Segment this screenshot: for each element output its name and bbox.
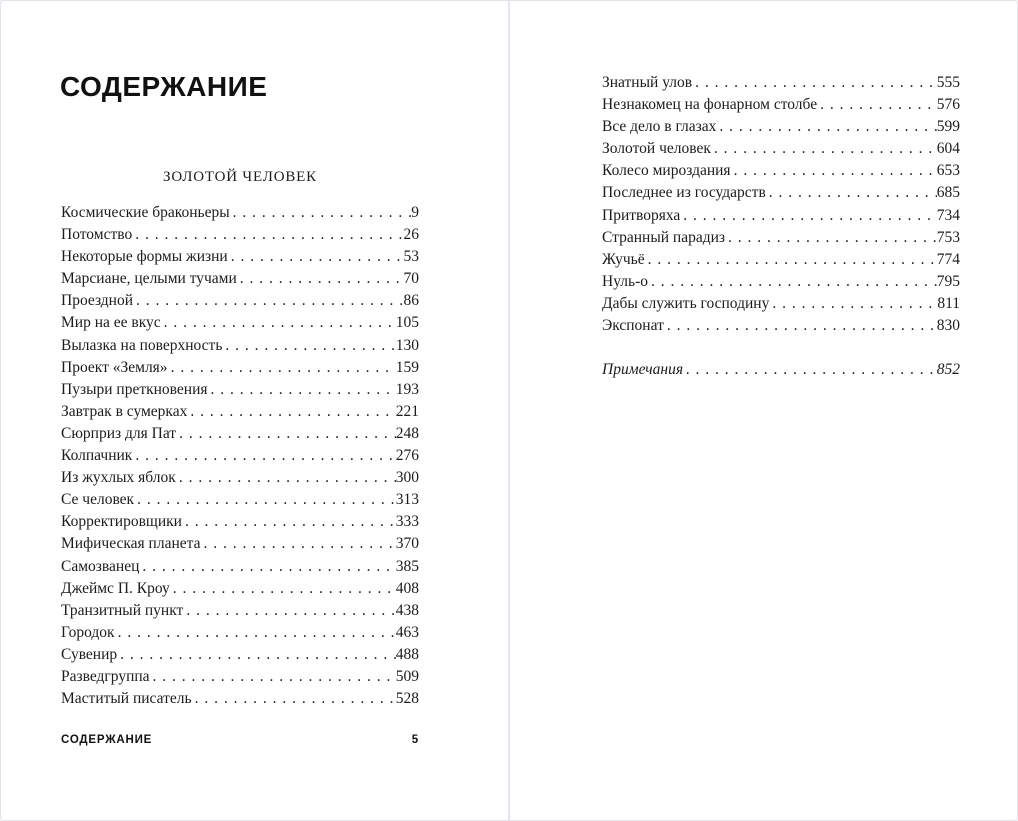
toc-entry-page: 774 (936, 250, 960, 268)
toc-entry-page: 753 (936, 228, 960, 246)
toc-entry (602, 184, 960, 206)
toc-entry-page: 53 (403, 248, 419, 266)
toc-entry-title: Из жухлых яблок (61, 469, 176, 487)
dot-leader (186, 602, 395, 620)
dot-leader (820, 96, 937, 114)
toc-entry-page: 509 (395, 667, 419, 685)
toc-entry-page: 370 (395, 535, 419, 553)
toc-entry-page: 604 (936, 140, 960, 158)
toc-entry (602, 74, 960, 96)
toc-entry (602, 140, 960, 162)
toc-entry-page: 105 (395, 314, 419, 332)
dot-leader (135, 447, 395, 465)
toc-entry-page: 830 (936, 317, 960, 335)
toc-entry-page: 248 (395, 424, 419, 442)
toc-entry (602, 273, 960, 295)
toc-entry (602, 229, 960, 251)
toc-entry (61, 292, 419, 314)
toc-entry-page: 9 (411, 204, 419, 221)
toc-entry (61, 535, 419, 557)
dot-leader (135, 226, 403, 244)
toc-entry-page: 528 (395, 690, 419, 708)
toc-entry (61, 447, 419, 469)
toc-entry (61, 580, 419, 602)
toc-entry-page: 86 (403, 292, 419, 310)
toc-entry (602, 118, 960, 140)
toc-entry-page: 276 (395, 447, 419, 465)
toc-entry-title: Сюрприз для Пат (61, 424, 177, 442)
toc-entry-title: Экспонат (602, 317, 664, 335)
dot-leader (225, 337, 395, 355)
dot-leader (719, 118, 936, 136)
toc-entry (61, 381, 419, 403)
toc-entry (61, 248, 419, 270)
toc-entry (61, 270, 419, 292)
toc-entry-title: Колпачник (61, 447, 133, 465)
toc-entry-title: Знатный улов (602, 74, 693, 91)
dot-leader (648, 251, 937, 269)
toc-entry-title: Примечания (602, 361, 684, 379)
toc-entry (61, 425, 419, 447)
toc-entry-title: Проект «Земля» (61, 358, 168, 376)
toc-entry-page: 811 (937, 294, 960, 312)
toc-entry-page: 385 (395, 557, 419, 575)
toc-entry-title: Завтрак в сумерках (61, 402, 188, 420)
toc-entry-page: 221 (395, 402, 419, 420)
toc-entry-page: 599 (936, 118, 960, 136)
toc-entry (61, 558, 419, 580)
dot-leader (164, 314, 396, 332)
toc-entry (61, 337, 419, 359)
toc-entry-title: Мифическая планета (61, 535, 201, 553)
toc-entry-title: Се человек (61, 491, 135, 509)
toc-entry-page: 576 (936, 96, 960, 114)
toc-entry-title: Проездной (61, 292, 134, 310)
toc-entry-page: 26 (403, 226, 419, 244)
toc-entry-title: Пузыри преткновения (61, 380, 208, 398)
dot-leader (667, 317, 937, 335)
dot-leader (769, 184, 937, 202)
toc-entry-page: 685 (936, 184, 960, 202)
dot-leader (173, 580, 396, 598)
footer-running-title: СОДЕРЖАНИЕ (61, 734, 153, 746)
toc-entry-title: Потомство (61, 226, 133, 244)
toc-list-right (602, 74, 960, 383)
toc-entry-page: 555 (936, 74, 960, 91)
toc-entry (61, 226, 419, 248)
toc-entry (61, 646, 419, 668)
toc-entry-title: Космические браконьеры (61, 204, 230, 221)
dot-leader (728, 229, 937, 247)
toc-entry-page: 313 (395, 491, 419, 509)
toc-entry-title: Все дело в глазах (602, 118, 717, 136)
dot-leader (734, 162, 937, 180)
dot-leader (772, 295, 937, 313)
dot-leader (195, 690, 396, 708)
toc-entry (61, 602, 419, 624)
page-right (510, 1, 1018, 820)
dot-leader (179, 425, 396, 443)
section-title: ЗОЛОТОЙ ЧЕЛОВЕК (163, 169, 317, 185)
toc-entry-title: Золотой человек (602, 140, 711, 158)
toc-entry-title: Притворяха (602, 206, 681, 224)
toc-entry (602, 361, 960, 383)
toc-entry (61, 690, 419, 712)
toc-entry (61, 513, 419, 535)
toc-entry-page: 734 (936, 206, 960, 224)
toc-entry-title: Незнакомец на фонарном столбе (602, 96, 818, 114)
toc-entry (602, 317, 960, 339)
toc-entry-title: Разведгруппа (61, 667, 150, 685)
toc-entry-title: Дабы служить господину (602, 294, 770, 312)
toc-entry (61, 314, 419, 336)
toc-entry-page: 159 (395, 358, 419, 376)
footer-page-number: 5 (411, 734, 419, 746)
dot-leader (714, 140, 937, 158)
dot-leader (137, 491, 396, 509)
dot-leader (185, 513, 396, 531)
toc-entry-page: 333 (395, 513, 419, 531)
toc-entry (602, 207, 960, 229)
toc-entry-title: Джеймс П. Кроу (61, 579, 170, 597)
dot-leader (142, 558, 395, 576)
contents-title: СОДЕРЖАНИЕ (60, 71, 268, 102)
toc-entry-page: 193 (395, 380, 419, 398)
toc-entry (602, 251, 960, 273)
toc-entry-page: 653 (936, 162, 960, 180)
toc-entry-title: Городок (61, 623, 115, 641)
toc-entry-page: 463 (395, 623, 419, 641)
toc-entry-page: 300 (395, 469, 419, 487)
toc-entry (61, 624, 419, 646)
toc-entry-page: 795 (936, 272, 960, 290)
page-left (1, 1, 508, 820)
toc-entry-title: Корректировщики (61, 513, 182, 531)
toc-entry-title: Сувенир (61, 645, 118, 663)
toc-entry-page: 130 (395, 336, 419, 354)
toc-entry-page: 488 (395, 645, 419, 663)
toc-entry-page: 408 (395, 579, 419, 597)
dot-leader (190, 403, 395, 421)
toc-entry (61, 491, 419, 513)
dot-leader (695, 74, 937, 92)
dot-leader (153, 668, 396, 686)
toc-entry-title: Вылазка на поверхность (61, 336, 223, 354)
toc-entry-title: Некоторые формы жизни (61, 248, 228, 266)
toc-entry-title: Самозванец (61, 557, 140, 575)
toc-entry (61, 204, 419, 226)
toc-entry-title: Колесо мироздания (602, 162, 731, 180)
toc-entry-title: Нуль-о (602, 272, 648, 290)
toc-entry (602, 162, 960, 184)
dot-leader (683, 207, 936, 225)
dot-leader (240, 270, 404, 288)
toc-entry-page: 70 (403, 270, 419, 288)
dot-leader (136, 292, 403, 310)
toc-entry-title: Транзитный пункт (61, 601, 184, 619)
page-footer (61, 734, 419, 746)
dot-leader (118, 624, 396, 642)
toc-entry-title: Странный парадиз (602, 228, 726, 246)
dot-leader (231, 248, 404, 266)
toc-entry (602, 295, 960, 317)
toc-entry-title: Марсиане, целыми тучами (61, 270, 237, 288)
toc-entry-title: Последнее из государств (602, 184, 766, 202)
dot-leader (179, 469, 396, 487)
toc-entry (61, 403, 419, 425)
dot-leader (686, 361, 937, 379)
dot-leader (233, 204, 412, 222)
dot-leader (651, 273, 937, 291)
toc-entry-title: Маститый писатель (61, 690, 192, 708)
dot-leader (203, 535, 395, 553)
toc-entry-page: 438 (395, 601, 419, 619)
dot-leader (211, 381, 396, 399)
toc-entry-title: Мир на ее вкус (61, 314, 161, 332)
toc-entry (602, 96, 960, 118)
toc-list-left (61, 204, 419, 712)
dot-leader (120, 646, 396, 664)
toc-entry (61, 359, 419, 381)
toc-entry-title: Жучьё (602, 250, 645, 268)
toc-entry-page: 852 (936, 361, 960, 379)
toc-entry (61, 469, 419, 491)
dot-leader (171, 359, 396, 377)
toc-entry (61, 668, 419, 690)
